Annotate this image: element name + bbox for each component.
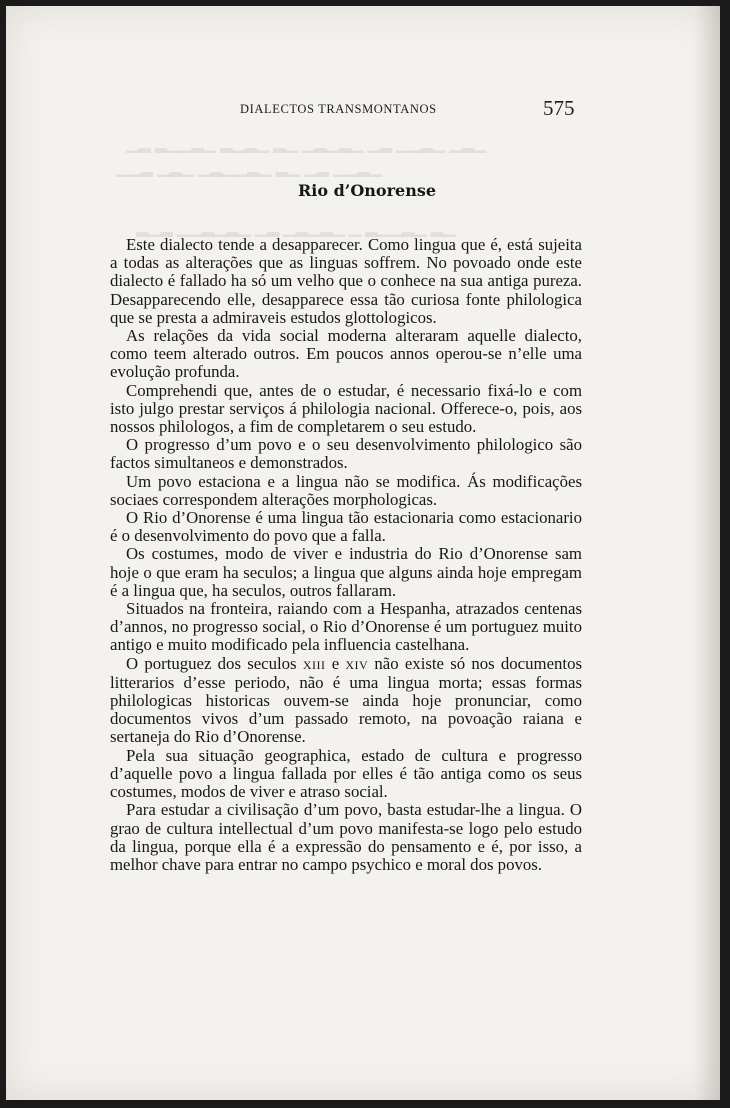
bleed-through-line: ▁▂▁ ▁▂▁▁ ▂▁ ▁▂▁▂▁ ▁▂ ▁▂▁▂ ▁▂▁▁▂ ▂▁ bbox=[126, 136, 487, 153]
paragraph: Os costumes, modo de viver e industria do Rio d’Onorense sam hoje o que eram ha seculos; a lingua que alguns ainda hoje empregam é a lingua que, ha seculos, outros fallaram. bbox=[110, 544, 582, 600]
page-edge-shadow bbox=[694, 6, 720, 1100]
paragraph: O Rio d’Onorense é uma lingua tão estacionaria como estacionario é o desenvolvimento do povo que a falla. bbox=[110, 508, 582, 546]
paragraph: Este dialecto tende a desapparecer. Como lingua que é, está sujeita a todas as alterações que as linguas soffrem. No povoado onde este dialecto é fallado ha só um velho que o conhece na sua antiga pureza. Desapparecendo elle, desapparece essa tão curiosa fonte philologica que se presta a admiraveis estudos glottologicos. bbox=[110, 235, 582, 327]
paragraph-text: não existe só nos documentos litterarios d’esse periodo, não é uma lingua morta; essas formas philologicas historicas ouvem-se ainda hoje pronunciar, como documentos vivos d’um passado remoto, na povoação raiana e sertaneja do Rio d’Onorense. bbox=[110, 653, 582, 747]
bleed-through-line: ▁▂ ▁▂▁▁▂ ▁ ▁▂▁▂▁ ▂▁ ▁▂▁▂▁▁ ▂▁▂ bbox=[136, 220, 456, 237]
paragraph-text: O portuguez dos seculos bbox=[126, 653, 303, 673]
paragraph: O progresso d’um povo e o seu desenvolvimento philologico são factos simultaneos e demonstrados. bbox=[110, 435, 582, 473]
page-number: 575 bbox=[543, 96, 575, 120]
paragraph: As relações da vida social moderna alteraram aquelle dialecto, como teem alterado outros. Em poucos annos operou-se n’elle uma evolução profunda. bbox=[110, 326, 582, 382]
paragraph: Para estudar a civilisação d’um povo, basta estudar-lhe a lingua. O grao de cultura intellectual d’um povo manifesta-se logo pelo estudo da lingua, porque ella é a expressão do pensamento e é, por isso, a melhor chave para entrar no campo psychico e moral dos povos. bbox=[110, 800, 582, 874]
paragraph bbox=[110, 655, 582, 747]
paragraph-text: e bbox=[325, 653, 346, 673]
running-head: DIALECTOS TRANSMONTANOS bbox=[240, 102, 437, 116]
paragraph: Um povo estaciona e a lingua não se modifica. Ás modificações sociaes correspondem alterações morphologicas. bbox=[110, 471, 582, 509]
roman-numeral: XIII bbox=[302, 657, 326, 672]
page-header bbox=[6, 96, 720, 126]
paragraph: Situados na fronteira, raiando com a Hespanha, atrazados centenas d’annos, no progresso social, o Rio d’Onorense é um portuguez muito antigo e muito modificado pela influencia castelhana. bbox=[110, 599, 582, 655]
paragraph: Comprehendi que, antes de o estudar, é necessario fixá-lo e com isto julgo prestar serviços á philologia nacional. Offerece-o, pois, aos nossos philologos, a fim de completarem o seu estudo. bbox=[110, 380, 582, 437]
bleed-through-line: ▁▂▁▁ ▂▁ ▁▂ ▁▂▁▁▂▁ ▁▂▁ ▂▁▁ bbox=[116, 160, 383, 177]
paragraph: Pela sua situação geographica, estado de cultura e progresso d’aquelle povo a lingua fallada por elles é tão antiga como os seus costumes, modos de viver e atraso social. bbox=[110, 745, 582, 802]
section-title: Rio d’Onorense bbox=[297, 181, 437, 200]
book-page bbox=[6, 6, 720, 1100]
body-text bbox=[110, 236, 582, 874]
roman-numeral: XIV bbox=[345, 657, 369, 672]
